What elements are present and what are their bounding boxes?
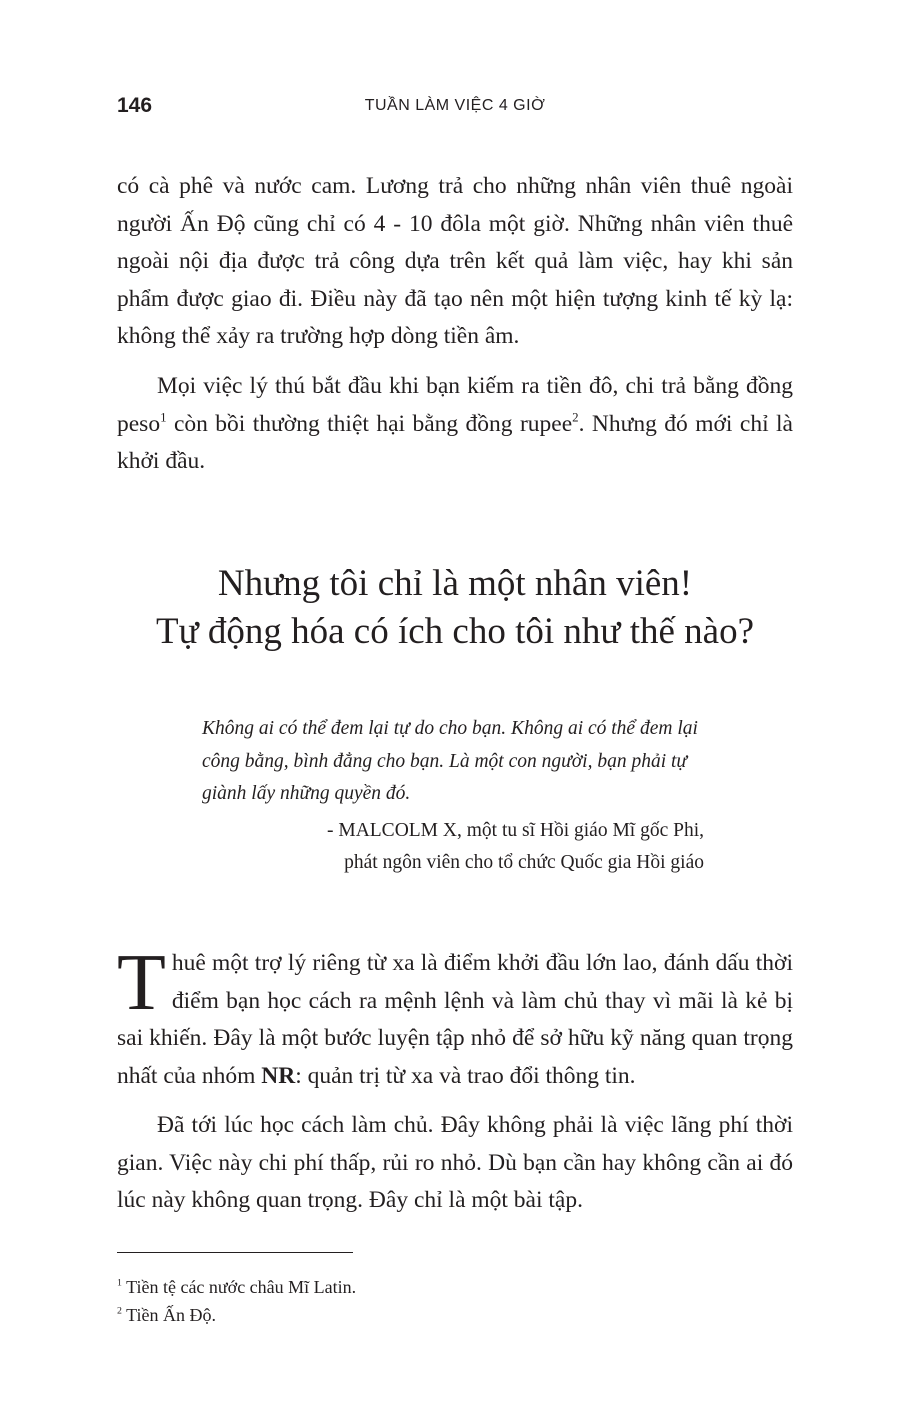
attribution-line-2: phát ngôn viên cho tổ chức Quốc gia Hồi giáo: [344, 852, 704, 873]
paragraph-3-text-b: : quản trị từ xa và trao đổi thông tin.: [295, 1062, 636, 1089]
page-header: [0, 94, 910, 124]
section-heading-line-2: Tự động hóa có ích cho tôi như thế nào?: [155, 611, 755, 652]
footnote-2: [117, 1301, 793, 1329]
paragraph-3-text-a: huê một trợ lý riêng từ xa là điểm khởi đầu lớn lao, đánh dấu thời điểm bạn học cách ra mệnh lệnh và làm chủ thay vì mãi là kẻ bị sai khiến. Đây là một bước luyện tập nhỏ để sở hữu kỹ năng quan trọng nhất của nhóm: [117, 950, 793, 1089]
footnote-ref-2: 2: [572, 408, 579, 424]
footnote-2-number: 2: [117, 1305, 122, 1317]
paragraph-2-text-b: còn bồi thường thiệt hại bằng đồng rupee: [166, 410, 573, 437]
drop-cap: T: [117, 939, 166, 1027]
footnotes: [117, 1273, 793, 1329]
epigraph-quote: Không ai có thể đem lại tự do cho bạn. Không ai có thể đem lại công bằng, bình đẳng cho bạn. Là một con người, bạn phải tự giành lấy những quyền đó.: [202, 718, 698, 804]
footnote-2-text: Tiền Ấn Độ.: [121, 1305, 216, 1325]
attribution-line-1: - MALCOLM X, một tu sĩ Hồi giáo Mĩ gốc Phi,: [326, 820, 704, 841]
paragraph-2: [117, 368, 793, 481]
footnote-divider: [117, 1252, 353, 1253]
section-heading-line-1: Nhưng tôi chỉ là một nhân viên!: [217, 563, 693, 604]
paragraph-2-text-a: Mọi việc lý thú bắt đầu khi bạn kiếm ra tiền đô, chi trả bằng đồng peso: [117, 373, 793, 437]
epigraph-attribution: [202, 815, 704, 879]
page-number: 146: [117, 94, 153, 117]
running-title: TUẦN LÀM VIỆC 4 GIỜ: [364, 97, 546, 114]
section-heading: [0, 560, 910, 656]
bold-term: NR: [261, 1062, 296, 1089]
footnote-1-number: 1: [117, 1277, 122, 1289]
paragraph-2-text-c: . Nhưng đó mới chỉ là khởi đầu.: [117, 410, 793, 474]
footnote-1: [117, 1273, 793, 1301]
paragraph-3: [117, 939, 793, 1095]
footnote-1-text: Tiền tệ các nước châu Mĩ Latin.: [121, 1277, 357, 1297]
paragraph-1: có cà phê và nước cam. Lương trả cho những nhân viên thuê ngoài người Ấn Độ cũng chỉ có 4 - 10 đôla một giờ. Những nhân viên thuê ngoài nội địa được trả công dựa trên kết quả làm việc, hay khi sản phẩm được giao đi. Điều này đã tạo nên một hiện tượng kinh tế kỳ lạ: không thể xảy ra trường hợp dòng tiền âm.: [117, 173, 793, 349]
footnote-ref-1: 1: [160, 408, 167, 424]
paragraph-4: Đã tới lúc học cách làm chủ. Đây không phải là việc lãng phí thời gian. Việc này chi phí thấp, rủi ro nhỏ. Dù bạn cần hay không cần ai đó lúc này không quan trọng. Đây chỉ là một bài tập.: [117, 1112, 793, 1213]
